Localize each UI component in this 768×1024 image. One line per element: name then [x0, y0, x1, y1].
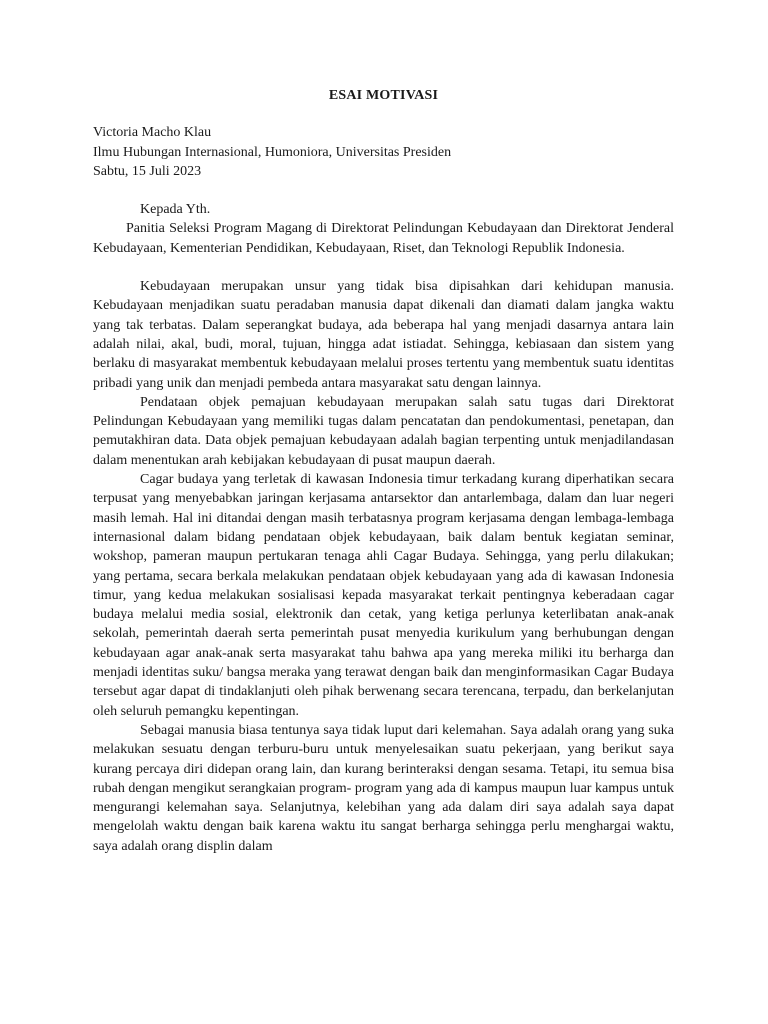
author-affiliation: Ilmu Hubungan Internasional, Humoniora, Universitas Presiden	[93, 144, 452, 160]
salutation: Kepada Yth.	[140, 202, 211, 218]
paragraph-3: Cagar budaya yang terletak di kawasan Indonesia timur terkadang kurang diperhatikan secara terpusat yang menyebabkan jaringan kerjasama antarsektor dan antarlembaga, dalam dan luar negeri masih lemah. Hal ini ditandai dengan masih terbatasnya program kerjasama dengan lembaga-lembaga internasional dalam bidang pendataan objek kebudayaan, baik dalam bentuk kegiatan seminar, wokshop, pameran maupun pertukaran tenaga ahli Cagar Budaya. Sehingga, yang perlu dilakukan; yang pertama, secara berkala melakukan pendataan objek kebudayaan yang ada di kawasan Indonesia timur, yang kedua melakukan sosialisasi kepada masyarakat terkait pentingnya keberadaan cagar budaya melalui media sosial, elektronik dan cetak, yang ketiga perlunya keterlibatan anak-anak sekolah, pemerintah daerah serta pemerintah pusat menyedia kurikulum yang berhubungan dengan kebudayaan agar anak-anak serta masyarakat tahu bahwa apa yang mereka miliki itu berharga dan menjadi identitas suku/ bangsa meraka yang terawat dengan baik dan menginformasikan Cagar Budaya tersebut agar dapat di tindaklanjuti oleh pihak berwenang secara terencana, terpadu, dan berkelanjutan oleh seluruh pemangku kepentingan.	[93, 472, 674, 719]
author-name: Victoria Macho Klau	[93, 125, 212, 141]
recipient: Panitia Seleksi Program Magang di Direktorat Pelindungan Kebudayaan dan Direktorat Jenderal Kebudayaan, Kementerian Pendidikan, Kebudayaan, Riset, dan Teknologi Republik Indonesia.	[93, 221, 674, 256]
document-date: Sabtu, 15 Juli 2023	[93, 163, 202, 179]
paragraph-4: Sebagai manusia biasa tentunya saya tidak luput dari kelemahan. Saya adalah orang yang suka melakukan sesuatu dengan terburu-buru untuk menyelesaikan suatu pekerjaan, yang berikut saya kurang percaya diri didepan orang lain, dan kurang berinteraksi dengan sesama. Tetapi, itu semua bisa rubah dengan mengikut serangkaian program- program yang ada di kampus maupun luar kampus untuk mengurangi kelemahan saya. Selanjutnya, kelebihan yang ada dalam diri saya adalah saya dapat mengelolah waktu dengan baik karena waktu itu sangat berharga sehingga perlu menghargai waktu, saya adalah orang displin dalam	[93, 722, 674, 854]
paragraph-2: Pendataan objek pemajuan kebudayaan merupakan salah satu tugas dari Direktorat Pelindungan Kebudayaan yang memiliki tugas dalam pencatatan dan pendokumentasi, penetapan, dan pemutakhiran data. Data objek pemajuan kebudayaan adalah bagian terpenting untuk menjadilandasan dalam menentukan arah kebijakan kebudayaan di pusat maupun daerah.	[93, 394, 674, 468]
spacer	[93, 181, 674, 200]
spacer	[93, 258, 674, 277]
document-title: ESAI MOTIVASI	[328, 88, 439, 103]
paragraph-1: Kebudayaan merupakan unsur yang tidak bisa dipisahkan dari kehidupan manusia. Kebudayaan menjadikan suatu peradaban manusia dapat dikenali dan diamati dalam jangka waktu yang tak terbatas. Dalam seperangkat budaya, ada beberapa hal yang menjadi dasarnya antara lain adalah nilai, akal, budi, moral, tujuan, hingga adat istiadat. Sehingga, kebiasaan dan sistem yang berlaku di masyarakat membentuk kebudayaan melalui proses tertentu yang membentuk suatu identitas pribadi yang unik dan menjadi pembeda antara masyarakat satu dengan lainnya.	[93, 279, 674, 391]
